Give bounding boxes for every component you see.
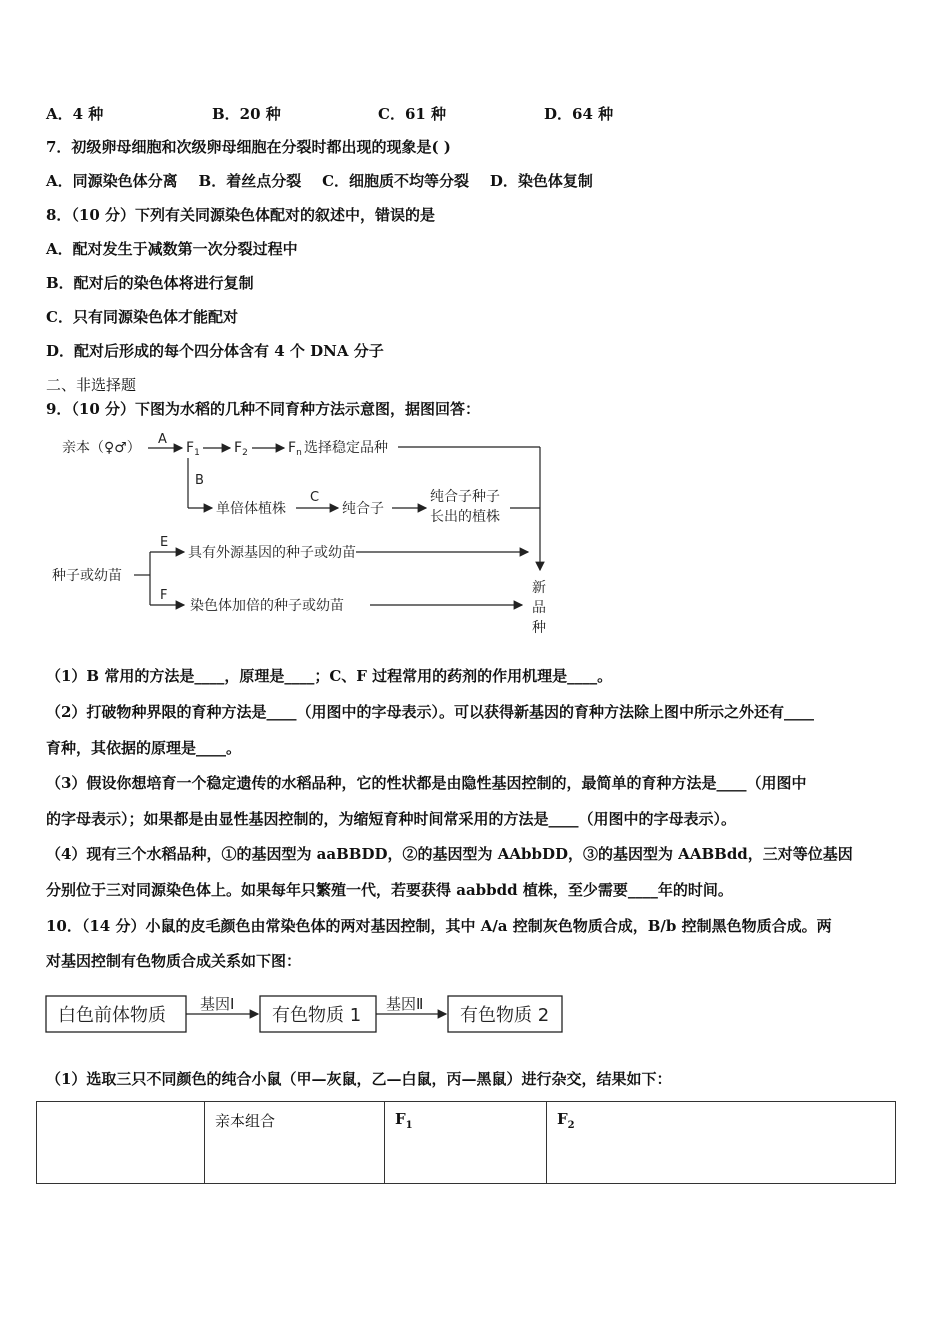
q10-stem-line1: 10．（14 分）小鼠的皮毛颜色由常染色体的两对基因控制，其中 A/a 控制灰色物质合成，B/b 控制黑色物质合成。两 xyxy=(46,917,832,935)
diagram-new-2: 品 xyxy=(532,600,546,616)
q9-stem: 9．（10 分）下图为水稻的几种不同育种方法示意图，据图回答： xyxy=(46,400,481,418)
diagram-f1: $F_1$ xyxy=(186,440,200,458)
table-row xyxy=(37,1102,896,1184)
q9-part3-line2: 的字母表示）；如果都是由显性基因控制的，为缩短育种时间常采用的方法是____（用图中的字母表示）。 xyxy=(46,810,737,828)
diagram-label-c: C xyxy=(310,490,320,505)
diagram-foreign-gene: 具有外源基因的种子或幼苗 xyxy=(188,545,356,561)
diagram-fn: $F_n$ xyxy=(288,440,302,458)
pigment-pathway-diagram xyxy=(44,990,574,1038)
q10-stem-line2: 对基因控制有色物质合成关系如下图： xyxy=(46,952,302,970)
diagram-label-b: B xyxy=(195,473,204,488)
diagram-pure: 纯合子 xyxy=(342,501,384,517)
table-header-f1: $F_1$ xyxy=(385,1102,547,1184)
q6-option-b: B．20 种 xyxy=(212,105,281,123)
q8-option-a: A．配对发生于减数第一次分裂过程中 xyxy=(46,240,298,258)
q9-part3-line1: （3）假设你想培育一个稳定遗传的水稻品种，它的性状都是由隐性基因控制的，最简单的育种方法是____（用图中 xyxy=(46,774,807,792)
q8-option-c: C．只有同源染色体才能配对 xyxy=(46,308,238,326)
q9-part2-line1: （2）打破物种界限的育种方法是____（用图中的字母表示）。可以获得新基因的育种方法除上图中所示之外还有____ xyxy=(46,703,814,721)
q6-option-a: A．4 种 xyxy=(46,105,104,123)
gene-1-label: 基因Ⅰ xyxy=(200,995,235,1013)
diagram-label-f: F xyxy=(160,588,168,603)
q7-stem: 7．初级卵母细胞和次级卵母细胞在分裂时都出现的现象是( ) xyxy=(46,138,451,156)
q6-option-c: C．61 种 xyxy=(378,105,447,123)
box-color-1-label: 有色物质 1 xyxy=(272,1005,362,1026)
section-heading: 二、非选择题 xyxy=(46,376,137,394)
table-cell-blank xyxy=(37,1102,205,1184)
diagram-label-a: A xyxy=(158,432,167,447)
diagram-seedling: 种子或幼苗 xyxy=(52,568,122,584)
q8-stem: 8．（10 分）下列有关同源染色体配对的叙述中，错误的是 xyxy=(46,206,436,224)
table-header-parents: 亲本组合 xyxy=(205,1102,385,1184)
breeding-methods-diagram xyxy=(48,428,558,643)
diagram-new-1: 新 xyxy=(532,580,546,596)
diagram-pure-seed-2: 长出的植株 xyxy=(430,509,500,525)
q7-options: A．同源染色体分离 B．着丝点分裂 C．细胞质不均等分裂 D．染色体复制 xyxy=(46,172,593,190)
diagram-doubled: 染色体加倍的种子或幼苗 xyxy=(190,598,344,614)
q8-option-d: D．配对后形成的每个四分体含有 4 个 DNA 分子 xyxy=(46,342,384,360)
box-color-2-label: 有色物质 2 xyxy=(460,1005,550,1026)
diagram-haploid: 单倍体植株 xyxy=(216,501,286,517)
q9-part4-line1: （4）现有三个水稻品种，①的基因型为 aaBBDD，②的基因型为 AAbbDD，③的基因型为 AABBdd，三对等位基因 xyxy=(46,845,853,863)
diagram-new-3: 种 xyxy=(532,620,546,636)
q6-option-d: D．64 种 xyxy=(544,105,614,123)
cross-results-table xyxy=(36,1101,896,1184)
q10-part1: （1）选取三只不同颜色的纯合小鼠（甲—灰鼠，乙—白鼠，丙—黑鼠）进行杂交，结果如下： xyxy=(46,1070,672,1088)
diagram-f2: $F_2$ xyxy=(234,440,248,458)
q9-part2-line2: 育种，其依据的原理是____。 xyxy=(46,739,242,757)
box-white-precursor-label: 白色前体物质 xyxy=(58,1005,166,1026)
q9-part4-line2: 分别位于三对同源染色体上。如果每年只繁殖一代，若要获得 aabbdd 植株，至少需要____年的时间。 xyxy=(46,881,733,899)
diagram-label-e: E xyxy=(160,535,169,550)
gene-2-label: 基因Ⅱ xyxy=(386,995,424,1013)
q9-part1: （1）B 常用的方法是____，原理是____；C、F 过程常用的药剂的作用机理是____。 xyxy=(46,667,613,685)
table-header-f2: $F_2$ xyxy=(547,1102,896,1184)
q8-option-b: B．配对后的染色体将进行复制 xyxy=(46,274,254,292)
diagram-select-stable: 选择稳定品种 xyxy=(304,440,388,456)
diagram-parent-label: 亲本（♀♂） xyxy=(62,440,141,456)
diagram-pure-seed-1: 纯合子种子 xyxy=(430,489,500,505)
